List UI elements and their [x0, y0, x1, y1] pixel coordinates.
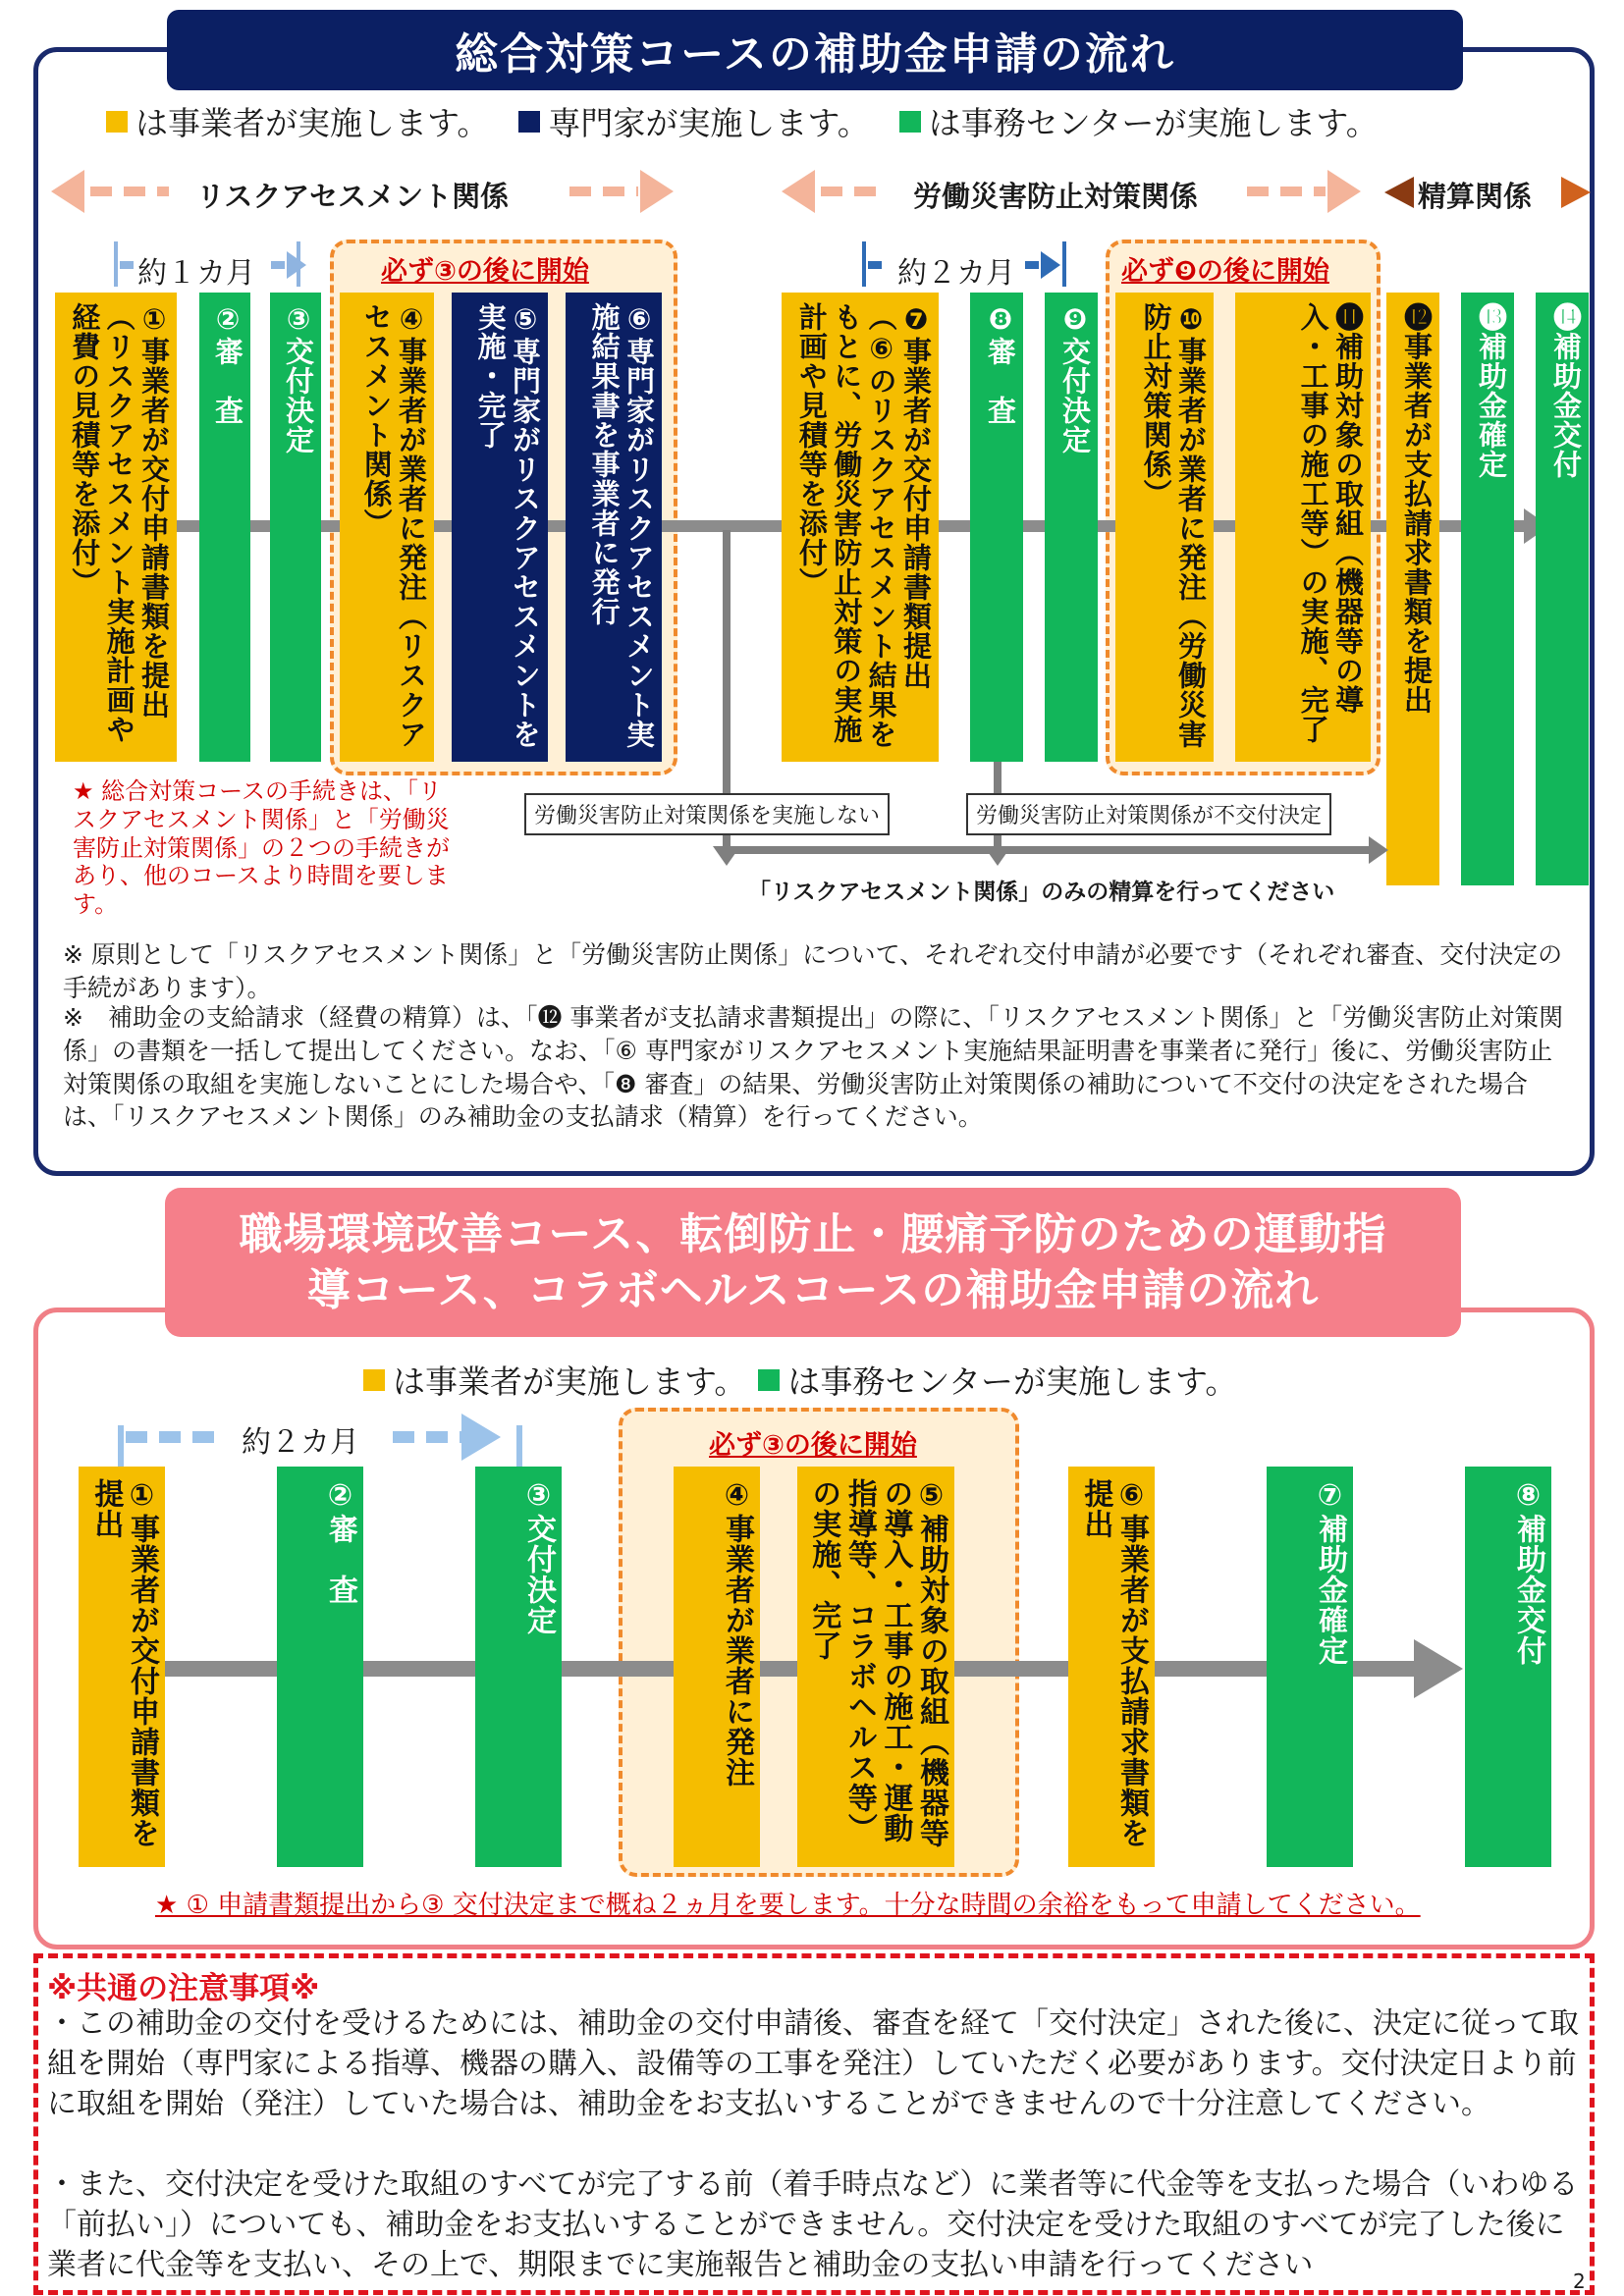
common-note-2: ・また、交付決定を受けた取組のすべてが完了する前（着手時点など）に業者等に代金等を支払った場合（いわゆる「前払い」）についても、補助金をお支払いすることができません。交付決定を受けた取組のすべてが完了した後に業者に代金等を支払い、その上で、期限までに実施報告と補助金の支払い申請を行ってください — [47, 2167, 1579, 2282]
arrow-right-icon — [1561, 177, 1591, 208]
common-note-1: ・この補助金の交付を受けるためには、補助金の交付申請後、審査を経て「交付決定」された後に、決定に従って取組を開始（専門家による指導、機器の購入、設備等の工事を発注）していただく必要があります。交付決定日より前に取組を開始（発注）していた場合は、補助金をお支払いすることができませんので十分注意してください。 — [47, 2006, 1579, 2121]
step-text: 補助対象の取組（機器等の導入・工事の施工等）の実施、完了 — [1296, 302, 1365, 744]
section2-legend — [363, 1357, 1267, 1403]
note-2: ※ 補助金の支給請求（経費の精算）は、「⓬ 事業者が支払請求書類提出」の際に、「リスクアセスメント関係」と「労働災害防止対策関係」の書類を一括して提出してください。なお、「⑥ 専門家がリスクアセスメント実施結果証明書を事業者に発行」後に、労働災害防止対策関係の取組を実施しないことにした場合や、「❽ 審査」の結果、労働災害防止対策関係の補助について不交付の決定をされた場合は、「リスクアセスメント関係」のみ補助金の支払請求（精算）を行ってください。 — [63, 1003, 1564, 1132]
arrow-right-icon — [640, 170, 674, 213]
legend-business: は事業者が実施します。 — [135, 104, 490, 142]
dash-line — [126, 1431, 220, 1443]
step-text: 審 査 — [984, 337, 1017, 425]
step-num: ⑧ — [1511, 1478, 1545, 1514]
green-square-icon — [758, 1369, 780, 1391]
tick — [118, 1425, 124, 1472]
step-text: 審 査 — [211, 337, 244, 425]
tick — [114, 241, 118, 287]
must-label-1: 必ず③の後に開始 — [381, 256, 589, 287]
dash-line — [271, 261, 285, 269]
category-settle: 精算関係 — [1418, 180, 1533, 213]
step-num: ⓬ — [1400, 302, 1434, 332]
arrow-left-icon — [51, 170, 84, 213]
step-11 — [1235, 293, 1371, 762]
arrow-right-icon — [1369, 836, 1388, 864]
step-6 — [1068, 1467, 1155, 1867]
title-line-1: 職場環境改善コース、転倒防止・腰痛予防のための運動指 — [239, 1208, 1387, 1259]
arrow-right-icon — [1327, 170, 1361, 213]
step-8 — [970, 293, 1023, 762]
category-risk: リスクアセスメント関係 — [196, 180, 510, 213]
step-text: 専門家がリスクアセスメントを実施・完了 — [473, 302, 542, 749]
tick — [297, 241, 300, 287]
step-text: 事業者が業者に発注（リスクアセスメント関係） — [359, 302, 428, 749]
step-text: 補助金確定 — [1313, 1514, 1347, 1666]
step-num: ① — [137, 302, 171, 337]
step-text: 事業者が業者に発注（労働災害防止対策関係） — [1139, 302, 1208, 749]
common-notes-title: ※共通の注意事項※ — [47, 1971, 320, 2006]
step-text: 事業者が交付申請書類を提出（リスクアセスメント実施計画や経費の見積等を添付） — [68, 302, 171, 744]
step-text: 事業者が交付申請書類を提出 — [88, 1478, 159, 1848]
legend-expert: 専門家が実施します。 — [548, 104, 870, 142]
step-6 — [566, 293, 662, 762]
step-text: 事業者が交付申請書類提出（⑥のリスクアセスメント結果をもとに、労働災害防止対策の実施計画や見積等を添付） — [794, 302, 933, 749]
navy-square-icon — [518, 111, 540, 133]
dash-line — [1247, 187, 1326, 196]
step-13 — [1461, 293, 1514, 885]
step-7 — [782, 293, 939, 762]
arrow-left-icon — [782, 170, 815, 213]
tick — [516, 1425, 522, 1472]
time-span-1: 約１カ月 — [137, 256, 255, 291]
green-square-icon — [899, 111, 921, 133]
step-num: ❽ — [984, 302, 1017, 337]
step-7 — [1267, 1467, 1353, 1867]
step-num: ② — [323, 1478, 357, 1514]
section1-title: 総合対策コースの補助金申請の流れ — [167, 10, 1463, 90]
arrow-right-icon — [461, 1414, 501, 1461]
step-num: ④ — [395, 302, 428, 337]
step-2 — [277, 1467, 363, 1867]
tick — [862, 241, 866, 287]
step-text: 交付決定 — [1058, 337, 1092, 454]
time-span: 約２カ月 — [242, 1425, 359, 1460]
step-num: ② — [211, 302, 244, 337]
step-3 — [270, 293, 321, 762]
step-num: ① — [125, 1478, 159, 1514]
branch-line — [723, 846, 1371, 854]
branch-label-2: 労働災害防止対策関係が不交付決定 — [966, 793, 1331, 835]
arrow-right-icon — [1414, 1639, 1463, 1698]
arrow-right-icon — [1041, 251, 1060, 279]
dash-line — [569, 187, 638, 196]
step-2 — [199, 293, 250, 762]
arrow-down-icon — [713, 846, 740, 866]
step-5 — [452, 293, 548, 762]
yellow-square-icon — [106, 111, 128, 133]
step-num: ④ — [720, 1478, 754, 1514]
dash-line — [120, 261, 134, 269]
step-1 — [79, 1467, 165, 1867]
step-text: 事業者が支払請求書類を提出 — [1078, 1478, 1149, 1848]
step-num: ⑦ — [1313, 1478, 1347, 1514]
legend-office: は事務センターが実施します。 — [787, 1362, 1238, 1401]
must-label-2: 必ず❾の後に開始 — [1121, 256, 1329, 287]
step-10 — [1115, 293, 1214, 762]
step-text: 交付決定 — [282, 337, 315, 454]
yellow-square-icon — [363, 1369, 385, 1391]
dash-line — [1025, 261, 1039, 269]
step-5 — [797, 1467, 954, 1867]
settle-only-label: 「リスクアセスメント関係」のみの精算を行ってください — [748, 880, 1335, 905]
step-9 — [1045, 293, 1098, 762]
category-labor: 労働災害防止対策関係 — [913, 180, 1199, 213]
step-text: 交付決定 — [521, 1514, 556, 1635]
page-number: 2 — [1573, 2269, 1586, 2293]
section2-note: ★ ① 申請書類提出から③ 交付決定まで概ね２ヵ月を要します。十分な時間の余裕をもって申請してください。 — [155, 1891, 1421, 1920]
step-text: 審 査 — [323, 1514, 357, 1605]
step-num: ⑥ — [623, 302, 656, 337]
step-num: ③ — [521, 1478, 556, 1514]
dash-line — [90, 187, 169, 196]
step-num: ❼ — [899, 302, 933, 337]
step-num: ⑥ — [1114, 1478, 1149, 1514]
must-label: 必ず③の後に開始 — [709, 1430, 917, 1461]
step-num: ⓮ — [1549, 302, 1583, 332]
step-8 — [1465, 1467, 1551, 1867]
dash-line — [393, 1431, 461, 1443]
title-line-2: 導コース、コラボヘルスコースの補助金申請の流れ — [306, 1265, 1320, 1315]
step-4 — [674, 1467, 760, 1867]
step-4 — [340, 293, 434, 762]
section1-legend — [106, 98, 1408, 144]
legend-office: は事務センターが実施します。 — [928, 104, 1379, 142]
step-num: ❿ — [1174, 302, 1208, 337]
step-text: 事業者が支払請求書類を提出 — [1400, 332, 1434, 715]
dash-line — [821, 187, 880, 196]
step-num: ❾ — [1058, 302, 1092, 337]
step-num: ⓫ — [1331, 302, 1365, 332]
note-1: ※ 原則として「リスクアセスメント関係」と「労働災害防止関係」について、それぞれ交付申請が必要です（それぞれ審査、交付決定の手続があります）。 — [63, 940, 1563, 1002]
step-num: ⑤ — [914, 1478, 948, 1514]
arrow-down-icon — [984, 846, 1011, 866]
step-text: 補助金確定 — [1475, 332, 1508, 479]
branch-label-1: 労働災害防止対策関係を実施しない — [524, 793, 890, 835]
step-num: ⑤ — [509, 302, 542, 337]
step-text: 事業者が業者に発注 — [720, 1514, 754, 1788]
section2-title — [165, 1188, 1461, 1337]
step-12 — [1386, 293, 1439, 885]
step-text: 専門家がリスクアセスメント実施結果書を事業者に発行 — [587, 302, 656, 749]
arrow-left-icon — [1384, 177, 1414, 208]
step-3 — [475, 1467, 562, 1867]
time-span-2: 約２カ月 — [897, 256, 1015, 291]
step-1 — [55, 293, 177, 762]
dash-line — [868, 261, 882, 269]
step-text: 補助金交付 — [1511, 1514, 1545, 1666]
step-text: 補助対象の取組（機器等の導入・工事の施工・運動指導等、コラボヘルス等）の実施、完了 — [806, 1478, 948, 1848]
legend-business: は事業者が実施します。 — [393, 1362, 747, 1401]
note-star: ★ 総合対策コースの手続きは、「リスクアセスメント関係」と「労働災害防止対策関係」の２つの手続きがあり、他のコースより時間を要します。 — [73, 777, 450, 919]
step-num: ③ — [282, 302, 315, 337]
tick — [1062, 241, 1066, 287]
step-text: 補助金交付 — [1549, 332, 1583, 479]
step-14 — [1536, 293, 1589, 885]
step-num: ⓭ — [1475, 302, 1508, 332]
